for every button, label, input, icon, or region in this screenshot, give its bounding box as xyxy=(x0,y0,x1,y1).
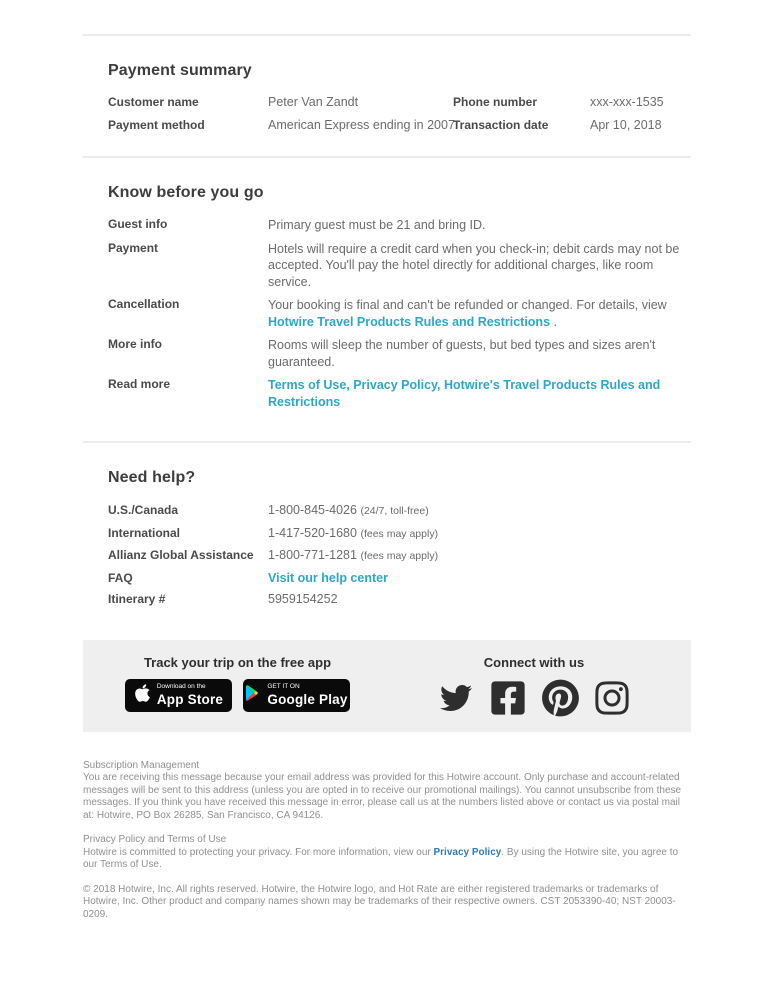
read-more-row xyxy=(108,377,691,410)
faq-row xyxy=(108,570,691,587)
cancellation-row xyxy=(108,297,691,330)
privacy-terms-paragraph xyxy=(83,834,683,872)
payment-label: Payment xyxy=(108,240,159,255)
payment-summary-section xyxy=(83,36,691,156)
privacy-body-after: . By using the Hotwire site, you agree to our Terms of Use. xyxy=(83,846,679,870)
faq-link-cell xyxy=(268,570,691,587)
allianz-row xyxy=(108,547,691,565)
google-play-badge[interactable] xyxy=(243,679,350,712)
allianz-phone: 1-800-771-1281 (fees may apply) xyxy=(268,548,439,562)
us-canada-phone: 1-800-845-4026 (24/7, toll-free) xyxy=(268,503,429,517)
copyright-paragraph: © 2018 Hotwire, Inc. All rights reserved. Hotwire, the Hotwire logo, and Hot Rate are either registered trademarks or trademarks of Hotwire, Inc. Other product and company names shown may be trademarks of their respective owners. CST 2053390-40; NST 20003-0209. xyxy=(83,883,676,920)
social-icons xyxy=(437,679,631,717)
payment-row xyxy=(108,241,691,291)
know-before-you-go-title: Know before you go xyxy=(108,184,264,201)
email-body xyxy=(83,0,691,921)
pinterest-icon[interactable] xyxy=(541,679,579,717)
payment-method-value: American Express ending in 2007 xyxy=(268,118,455,132)
connect-title: Connect with us xyxy=(483,654,585,670)
app-social-band xyxy=(83,640,691,732)
phone-number-value: xxx-xxx-1535 xyxy=(590,95,664,109)
cancellation-label: Cancellation xyxy=(108,297,180,311)
subscription-management-heading: Subscription Management xyxy=(83,759,200,771)
store-badges xyxy=(125,679,350,712)
app-store-badge-text: Download on the App Store xyxy=(156,683,224,707)
help-center-link[interactable]: Visit our help center xyxy=(268,570,388,585)
need-help-section xyxy=(83,443,691,637)
payment-text: Hotels will require a credit card when you check-in; debit cards may not be accepted. You'll pay the hotel directly for additional charges, like room service. xyxy=(268,241,680,289)
privacy-terms-heading: Privacy Policy and Terms of Use xyxy=(83,834,227,845)
itinerary-row xyxy=(108,591,691,608)
read-more-links xyxy=(268,377,683,410)
more-info-text: Rooms will sleep the number of guests, but bed types and sizes aren't guaranteed. xyxy=(268,338,656,369)
terms-privacy-rules-link[interactable]: Terms of Use, Privacy Policy, Hotwire's Travel Products Rules and Restrictions xyxy=(268,378,661,409)
read-more-label: Read more xyxy=(108,377,171,391)
privacy-body-before: Hotwire is committed to protecting your privacy. For more information, view our xyxy=(83,846,434,858)
transaction-date-value: Apr 10, 2018 xyxy=(590,118,662,132)
legal-footer xyxy=(83,760,683,922)
allianz-note: (fees may apply) xyxy=(360,550,439,562)
international-row xyxy=(108,525,691,543)
track-trip-title: Track your trip on the free app xyxy=(143,654,332,670)
connect-block xyxy=(437,655,631,732)
phone-number-label: Phone number xyxy=(453,95,538,109)
payment-summary-grid xyxy=(108,95,691,132)
app-store-badge[interactable] xyxy=(125,679,232,712)
know-before-you-go-section xyxy=(83,158,691,441)
google-play-icon xyxy=(245,684,261,707)
subscription-management-paragraph xyxy=(83,760,683,823)
customer-name-label: Customer name xyxy=(108,95,199,109)
itinerary-number: 5959154252 xyxy=(268,592,338,606)
cancellation-text-after: . xyxy=(550,314,557,329)
subscription-management-body: You are receiving this message because your email address was provided for this Hotwire account. Only purchase and account-related messages will be sent to this address (unless you are opted in to receive our promotional mailings). You cannot unsubscribe from these messages. If you think you have received this message in error, please call us at the numbers listed above or contact us via postal mail at: Hotwire, PO Box 26285, San Francisco, CA 94126. xyxy=(83,772,682,821)
facebook-icon[interactable] xyxy=(489,679,527,717)
rules-restrictions-link[interactable]: Hotwire Travel Products Rules and Restrictions xyxy=(268,314,551,329)
allianz-label: Allianz Global Assistance xyxy=(108,548,254,562)
international-label: International xyxy=(108,525,181,540)
cancellation-text xyxy=(268,297,683,330)
instagram-icon[interactable] xyxy=(593,679,631,717)
google-play-badge-text: GET IT ON Google Play xyxy=(267,683,348,707)
us-canada-row xyxy=(108,502,691,520)
apple-icon xyxy=(134,683,151,708)
cancellation-text-before: Your booking is final and can't be refunded or changed. For details, view xyxy=(268,298,667,312)
payment-method-label: Payment method xyxy=(108,118,205,132)
faq-label: FAQ xyxy=(108,570,133,585)
customer-name-value: Peter Van Zandt xyxy=(268,95,359,109)
twitter-icon[interactable] xyxy=(437,679,475,717)
privacy-policy-link[interactable]: Privacy Policy xyxy=(433,846,502,858)
transaction-date-label: Transaction date xyxy=(453,118,549,132)
more-info-row xyxy=(108,337,691,370)
track-trip-block xyxy=(125,655,350,732)
guest-info-text: Primary guest must be 21 and bring ID. xyxy=(268,218,486,232)
guest-info-row xyxy=(108,217,691,234)
us-canada-note: (24/7, toll-free) xyxy=(360,505,429,517)
itinerary-label: Itinerary # xyxy=(108,592,166,606)
guest-info-label: Guest info xyxy=(108,217,168,231)
more-info-label: More info xyxy=(108,337,162,351)
need-help-title: Need help? xyxy=(108,469,196,486)
international-phone: 1-417-520-1680 (fees may apply) xyxy=(268,525,439,540)
payment-summary-title: Payment summary xyxy=(108,62,252,79)
international-note: (fees may apply) xyxy=(360,527,439,540)
us-canada-label: U.S./Canada xyxy=(108,503,179,517)
